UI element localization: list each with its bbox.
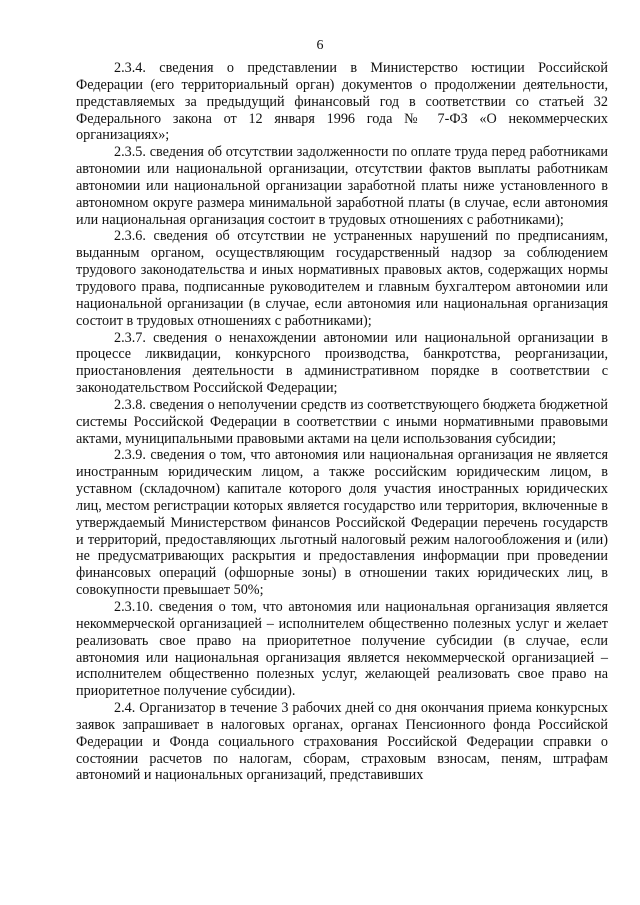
paragraph-2-3-4: 2.3.4. сведения о представлении в Министерство юстиции Российской Федерации (его территориальный орган) документов о продолжении деятельности, представляемых за предыдущий финансовый год в соответствии со статьей 32 Федерального закона от 12 января 1996 года № 7-ФЗ «О некоммерческих организациях»; xyxy=(76,60,608,144)
paragraph-2-3-6: 2.3.6. сведения об отсутствии не устраненных нарушений по предписаниям, выданным органом, осуществляющим государственный надзор за соблюдением трудового законодательства и иных нормативных правовых актов, содержащих нормы трудового права, подписанные руководителем и главным бухгалтером автономии или национальной организации (в случае, если автономия или национальная организация состоит в трудовых отношениях с работниками); xyxy=(76,228,608,329)
paragraph-2-3-5: 2.3.5. сведения об отсутствии задолженности по оплате труда перед работниками автономии или национальной организации, отсутствии фактов выплаты работникам автономии или национальной организации заработной платы ниже установленного в автономном округе размера минимальной заработной платы (в случае, если автономия или национальная организация состоит в трудовых отношениях с работниками); xyxy=(76,144,608,228)
paragraph-2-3-8: 2.3.8. сведения о неполучении средств из соответствующего бюджета бюджетной системы Российской Федерации в соответствии с иными нормативными правовыми актами, муниципальными правовыми актами на цели использования субсидии; xyxy=(76,396,608,447)
document-body xyxy=(76,60,608,784)
page-number: 6 xyxy=(316,38,324,53)
paragraph-2-3-9: 2.3.9. сведения о том, что автономия или национальная организация не является иностранным юридическим лицом, а также российским юридическим лицом, в уставном (складочном) капитале которого доля участия иностранных юридических лиц, местом регистрации которых является государство или территория, включенные в утверждаемый Министерством финансов Российской Федерации перечень государств и территорий, предоставляющих льготный налоговый режим налогообложения и (или) не предусматривающих раскрытия и предоставления информации при проведении финансовых операций (офшорные зоны) в отношении таких юридических лиц, в совокупности превышает 50%; xyxy=(76,447,608,599)
paragraph-2-4: 2.4. Организатор в течение 3 рабочих дней со дня окончания приема конкурсных заявок запрашивает в налоговых органах, органах Пенсионного фонда Российской Федерации и Фонда социального страхования Российской Федерации справки о состоянии расчетов по налогам, сборам, страховым взносам, пеням, штрафам автономий и национальных организаций, представивших xyxy=(76,700,608,784)
paragraph-2-3-7: 2.3.7. сведения о ненахождении автономии или национальной организации в процессе ликвидации, конкурсного производства, банкротства, реорганизации, приостановления деятельности в административном порядке в соответствии с законодательством Российской Федерации; xyxy=(76,329,608,397)
paragraph-2-3-10: 2.3.10. сведения о том, что автономия или национальная организация является некоммерческой организацией – исполнителем общественно полезных услуг и желает реализовать свое право на приоритетное получение субсидии (в случае, если автономия или национальная организация является некоммерческой организацией – исполнителем общественно полезных услуг, желающей реализовать свое право на приоритетное получение субсидии). xyxy=(76,599,608,700)
